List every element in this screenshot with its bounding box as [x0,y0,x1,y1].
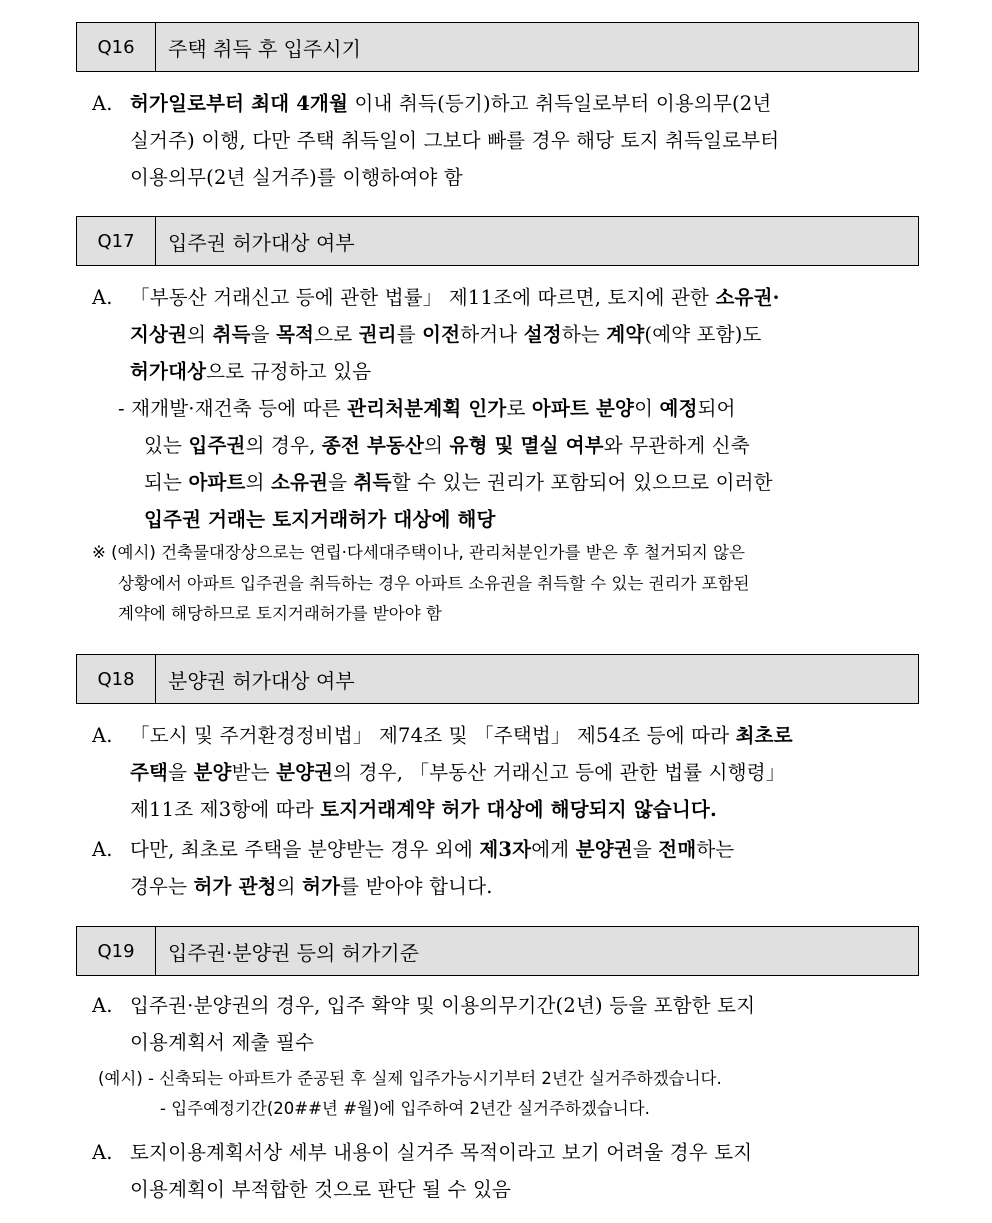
bold-text: 토지거래계약 허가 대상에 해당되지 않습니다. [320,798,717,821]
bold-text: 목적 [276,323,315,346]
q19-answer-1 [92,987,922,1061]
q19-header [76,926,919,976]
answer-label: A. [92,838,113,861]
bold-text: 주택 [130,761,169,784]
answer-label: A. [92,994,113,1017]
note-mark: ※ [92,543,106,562]
bold-text: 최초로 [735,724,793,747]
text: 재개발·재건축 등에 따른 [124,397,348,420]
bold-text: 관리처분계획 인가 [347,397,507,420]
bold-text: 분양권 [276,761,334,784]
bold-text: 소유권 [271,471,329,494]
q18-answer-1 [92,717,922,828]
text: 을 [250,323,277,346]
text: 되는 [144,471,189,494]
text: (예시) 건축물대장상으로는 연립·다세대주택이나, 관리처분인가를 받은 후 철거되지 않은 [105,543,745,562]
text: 이내 취득(등기)하고 취득일로부터 이용의무(2년 [348,92,772,115]
text: - 신축되는 아파트가 준공된 후 실제 입주가능시기부터 2년간 실거주하겠습니다. [142,1069,722,1088]
bold-text: 허가 [302,875,341,898]
text: (예약 포함)도 [644,323,762,346]
text: 으로 [314,323,359,346]
text: 를 받아야 합니다. [340,875,493,898]
bold-text: 소유권· [715,286,780,309]
example-label: (예시) [98,1069,143,1088]
text: 「부동산 거래신고 등에 관한 법률」 제11조에 따르면, 토지에 관한 [130,286,716,309]
text-line: - 입주예정기간(20##년 #월)에 입주하여 2년간 실거주하겠습니다. [160,1099,650,1118]
q16-title: 주택 취득 후 입주시기 [168,36,361,61]
bold-text: 허가대상 [130,360,207,383]
bold-text: 분양 [193,761,232,784]
text: 와 무관하게 신축 [603,434,750,457]
text: 받는 [231,761,277,784]
text-line: 이용의무(2년 실거주)를 이행하여야 함 [130,166,463,189]
text: 의 경우, 「부동산 거래신고 등에 관한 법률 시행령」 [333,761,786,784]
text: 의 [245,471,272,494]
q17-sub-item [118,390,922,538]
text: 의 경우, [245,434,322,457]
bold-text: 제3자 [479,838,532,861]
bold-text: 허가 관청 [193,875,277,898]
text: 하는 [561,323,607,346]
text: 을 [168,761,194,784]
q17-note [92,538,922,630]
text: 할 수 있는 권리가 포함되어 있으므로 이러한 [391,471,773,494]
q16-number: Q16 [77,23,156,71]
q17-number: Q17 [77,217,156,265]
bold-text: 입주권 거래는 토지거래허가 대상에 해당 [144,508,496,531]
bold-text: 취득 [353,471,392,494]
text: 경우는 [130,875,194,898]
text: 을 [328,471,354,494]
bold-text: 이전 [422,323,461,346]
answer-label: A. [92,286,113,309]
q17-header [76,216,919,266]
bold-text: 예정 [659,397,698,420]
text: 되어 [697,397,736,420]
answer-label: A. [92,724,113,747]
answer-label: A. [92,1141,113,1164]
bold-text: 권리 [358,323,397,346]
text: 에게 [531,838,576,861]
text-line: 이용계획서 제출 필수 [130,1031,315,1054]
bold-text: 허가일로부터 최대 4개월 [130,92,349,115]
text-line: 이용계획이 부적합한 것으로 판단 될 수 있음 [130,1178,512,1201]
bold-text: 아파트 [188,471,246,494]
text: 「도시 및 주거환경정비법」 제74조 및 「주택법」 제54조 등에 따라 [130,724,736,747]
text: 으로 규정하고 있음 [206,360,372,383]
text: 하는 [696,838,735,861]
bold-text: 설정 [523,323,562,346]
bold-text: 취득 [212,323,251,346]
text: 하거나 [460,323,524,346]
text: 다만, 최초로 주택을 분양받는 경우 외에 [130,838,480,861]
text: 의 [276,875,303,898]
text: 제11조 제3항에 따라 [130,798,321,821]
q17-title: 입주권 허가대상 여부 [168,230,355,255]
text: 의 [187,323,213,346]
text: 의 [424,434,450,457]
bold-text: 입주권 [188,434,246,457]
answer-label: A. [92,92,113,115]
bold-text: 아파트 분양 [531,397,635,420]
q19-example [98,1064,928,1124]
text: 입주권·분양권의 경우, 입주 확약 및 이용의무기간(2년) 등을 포함한 토지 [130,994,756,1017]
bold-text: 유형 및 멸실 여부 [449,434,604,457]
bold-text: 분양권 [575,838,633,861]
q16-header [76,22,919,72]
q18-header [76,654,919,704]
q17-answer [92,279,922,390]
q18-title: 분양권 허가대상 여부 [168,668,355,693]
dash-bullet: - [118,397,125,420]
text: 있는 [144,434,189,457]
text-line: 계약에 해당하므로 토지거래허가를 받아야 함 [118,604,442,623]
q18-answer-2 [92,831,922,905]
text-line: 실거주) 이행, 다만 주택 취득일이 그보다 빠를 경우 해당 토지 취득일로부터 [130,129,780,152]
bold-text: 종전 부동산 [321,434,425,457]
bold-text: 지상권 [130,323,188,346]
q19-title: 입주권·분양권 등의 허가기준 [168,940,419,965]
text-line: 상황에서 아파트 입주권을 취득하는 경우 아파트 소유권을 취득할 수 있는 권리가 포함된 [118,573,750,593]
bold-text: 계약 [606,323,645,346]
text: 를 [396,323,423,346]
q16-answer [92,85,922,196]
q19-answer-2 [92,1134,922,1208]
text: 을 [632,838,659,861]
text: 토지이용계획서상 세부 내용이 실거주 목적이라고 보기 어려울 경우 토지 [130,1141,753,1164]
text: 로 [506,397,532,420]
q18-number: Q18 [77,655,156,703]
text: 이 [634,397,660,420]
q19-number: Q19 [77,927,156,975]
bold-text: 전매 [658,838,697,861]
